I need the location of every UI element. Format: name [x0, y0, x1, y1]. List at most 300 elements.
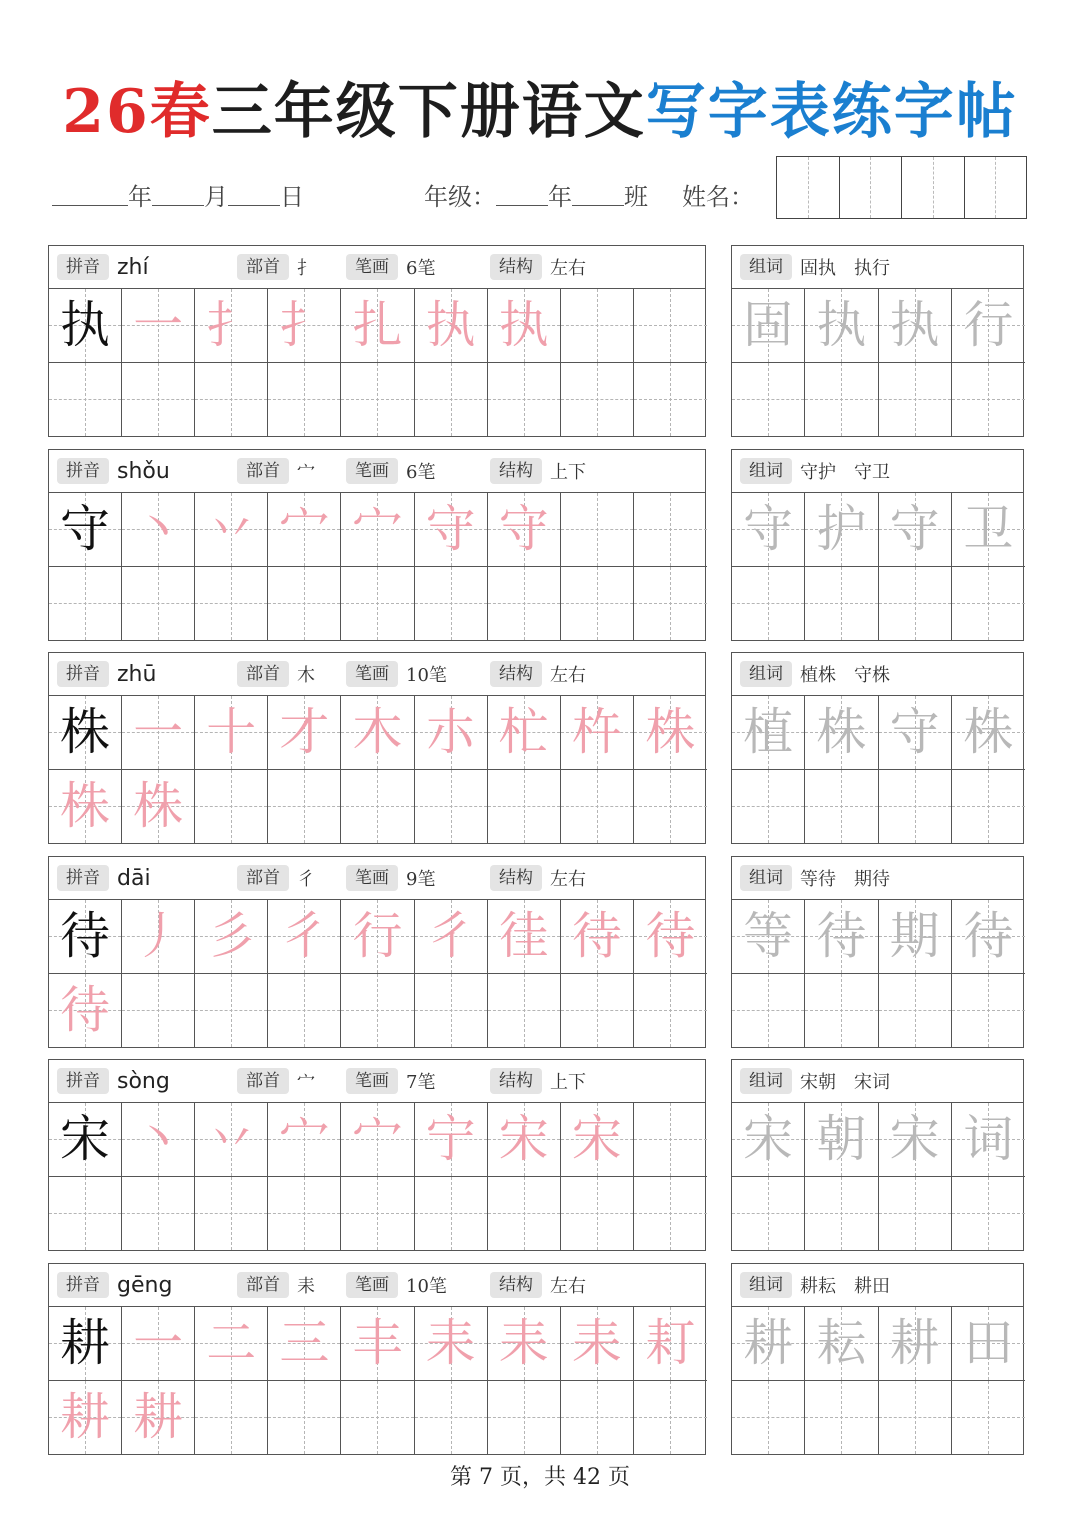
writing-cell[interactable]	[488, 1177, 561, 1251]
pinyin-field	[57, 1264, 172, 1306]
word-cell[interactable]	[732, 363, 805, 437]
stroke-order-step: 宀	[352, 1110, 403, 1169]
writing-cell[interactable]	[268, 493, 341, 567]
writing-cell[interactable]	[341, 1381, 414, 1455]
strokes-value: 9笔	[406, 869, 436, 890]
writing-cell[interactable]	[341, 289, 414, 363]
writing-cell[interactable]	[122, 1381, 195, 1455]
writing-cell[interactable]	[634, 1177, 707, 1251]
writing-cell[interactable]	[634, 770, 707, 844]
words-label: 组词	[740, 1272, 792, 1298]
writing-cell[interactable]	[634, 1103, 707, 1177]
writing-cell[interactable]	[488, 363, 561, 437]
word-cell[interactable]	[879, 1177, 952, 1251]
char-info-header	[49, 450, 705, 493]
writing-cell[interactable]	[561, 770, 634, 844]
word-cell[interactable]	[879, 1381, 952, 1455]
word-cell[interactable]	[952, 363, 1025, 437]
writing-cell[interactable]	[122, 770, 195, 844]
stroke-order-step: 耕	[60, 1388, 111, 1447]
writing-cell[interactable]	[488, 900, 561, 974]
radical-value: 扌	[297, 258, 315, 279]
writing-cell[interactable]	[268, 770, 341, 844]
stroke-order-step: 耓	[645, 1314, 696, 1373]
words-field	[740, 450, 890, 492]
word-practice-panel	[731, 1059, 1024, 1251]
writing-cell[interactable]	[341, 696, 414, 770]
writing-cell[interactable]	[488, 974, 561, 1048]
words-value: 固执 执行	[800, 258, 890, 279]
writing-cell[interactable]	[415, 567, 488, 641]
structure-value: 上下	[550, 1072, 586, 1093]
model-character: 株	[60, 703, 111, 762]
writing-cell[interactable]	[561, 493, 634, 567]
radical-label: 部首	[237, 1272, 289, 1298]
word-cell[interactable]	[805, 696, 878, 770]
writing-cell[interactable]	[122, 493, 195, 567]
radical-value: 彳	[297, 869, 315, 890]
writing-cell[interactable]	[415, 974, 488, 1048]
stroke-order-step: 执	[425, 296, 476, 355]
trace-character: 卫	[963, 500, 1014, 559]
trace-character: 宋	[889, 1110, 940, 1169]
writing-cell[interactable]	[634, 900, 707, 974]
strokes-field	[346, 450, 435, 492]
writing-cell[interactable]	[634, 289, 707, 363]
class-label: 班	[624, 182, 648, 211]
word-cell[interactable]	[952, 974, 1025, 1048]
writing-cell[interactable]	[634, 493, 707, 567]
stroke-order-step: 耕	[133, 1388, 184, 1447]
stroke-order-step: 耒	[571, 1314, 622, 1373]
name-box[interactable]	[840, 157, 903, 218]
pinyin-value: dāi	[117, 865, 151, 891]
writing-cell[interactable]	[415, 1307, 488, 1381]
writing-cell[interactable]	[341, 1103, 414, 1177]
trace-character: 期	[889, 907, 940, 966]
stroke-order-step: 耒	[425, 1314, 476, 1373]
writing-cell[interactable]	[488, 770, 561, 844]
writing-cell[interactable]	[341, 493, 414, 567]
stroke-order-step: 宋	[571, 1110, 622, 1169]
radical-field	[237, 857, 315, 899]
writing-cell[interactable]	[268, 974, 341, 1048]
word-cell[interactable]	[732, 493, 805, 567]
word-cell[interactable]	[732, 1103, 805, 1177]
writing-cell[interactable]	[268, 363, 341, 437]
word-cell[interactable]	[879, 1307, 952, 1381]
word-cell[interactable]	[805, 1307, 878, 1381]
writing-cell[interactable]	[561, 696, 634, 770]
stroke-order-step: 执	[498, 296, 549, 355]
stroke-order-step: 彳	[425, 907, 476, 966]
writing-cell[interactable]	[341, 1177, 414, 1251]
char-practice-panel	[48, 449, 706, 641]
trace-character: 耘	[816, 1314, 867, 1373]
radical-label: 部首	[237, 865, 289, 891]
writing-cell[interactable]	[268, 900, 341, 974]
trace-character: 朝	[816, 1110, 867, 1169]
trace-character: 护	[816, 500, 867, 559]
writing-cell[interactable]	[415, 770, 488, 844]
stroke-order-step: 宀	[279, 1110, 330, 1169]
word-cell[interactable]	[732, 900, 805, 974]
writing-cell[interactable]	[488, 1381, 561, 1455]
word-cell[interactable]	[732, 567, 805, 641]
writing-cell[interactable]	[634, 1381, 707, 1455]
radical-field	[237, 1264, 315, 1306]
writing-cell[interactable]	[561, 1307, 634, 1381]
writing-cell[interactable]	[122, 1103, 195, 1177]
writing-cell[interactable]	[488, 1307, 561, 1381]
trace-character: 待	[963, 907, 1014, 966]
stroke-order-step: 十	[206, 703, 257, 762]
stroke-order-step: 丷	[206, 500, 257, 559]
word-cell[interactable]	[879, 363, 952, 437]
word-cell[interactable]	[805, 1103, 878, 1177]
writing-cell[interactable]	[49, 289, 122, 363]
writing-cell[interactable]	[561, 900, 634, 974]
stroke-order-step: 扌	[206, 296, 257, 355]
writing-cell[interactable]	[415, 900, 488, 974]
strokes-label: 笔画	[346, 1272, 398, 1298]
writing-cell[interactable]	[122, 363, 195, 437]
word-cell[interactable]	[805, 1381, 878, 1455]
words-label: 组词	[740, 661, 792, 687]
word-cell[interactable]	[952, 567, 1025, 641]
day-label: 日	[280, 182, 304, 211]
writing-cell[interactable]	[488, 696, 561, 770]
strokes-value: 10笔	[406, 1276, 447, 1297]
writing-cell[interactable]	[268, 289, 341, 363]
word-cell[interactable]	[805, 493, 878, 567]
word-cell[interactable]	[952, 1177, 1025, 1251]
trace-character: 等	[743, 907, 794, 966]
strokes-field	[346, 653, 447, 695]
word-cell[interactable]	[952, 1103, 1025, 1177]
writing-cell[interactable]	[488, 493, 561, 567]
writing-cell[interactable]	[122, 1177, 195, 1251]
strokes-label: 笔画	[346, 661, 398, 687]
radical-value: 宀	[297, 1072, 315, 1093]
word-cell[interactable]	[879, 696, 952, 770]
trace-character: 守	[889, 500, 940, 559]
trace-character: 株	[963, 703, 1014, 762]
stroke-order-step: 守	[425, 500, 476, 559]
pinyin-field	[57, 857, 151, 899]
writing-cell[interactable]	[341, 770, 414, 844]
word-cell[interactable]	[879, 567, 952, 641]
title-part1: 26春	[62, 77, 212, 147]
word-cell[interactable]	[732, 974, 805, 1048]
structure-value: 左右	[550, 665, 586, 686]
words-value: 耕耘 耕田	[800, 1276, 890, 1297]
writing-cell[interactable]	[122, 289, 195, 363]
stroke-order-step: 才	[279, 703, 330, 762]
writing-cell[interactable]	[195, 1103, 268, 1177]
pinyin-value: sòng	[117, 1068, 170, 1094]
name-box[interactable]	[965, 157, 1027, 218]
char-practice-panel	[48, 856, 706, 1048]
word-cell[interactable]	[952, 770, 1025, 844]
char-practice-panel	[48, 1263, 706, 1455]
char-info-header	[49, 1060, 705, 1103]
structure-label: 结构	[490, 661, 542, 687]
stroke-order-step: 宀	[279, 500, 330, 559]
writing-cell[interactable]	[195, 900, 268, 974]
year-blank[interactable]	[52, 183, 128, 206]
structure-value: 左右	[550, 1276, 586, 1297]
writing-cell[interactable]	[195, 289, 268, 363]
trace-character: 行	[963, 296, 1014, 355]
info-line	[52, 178, 754, 210]
writing-cell[interactable]	[634, 1307, 707, 1381]
word-cell[interactable]	[732, 289, 805, 363]
words-field	[740, 857, 890, 899]
writing-cell[interactable]	[195, 567, 268, 641]
writing-cell[interactable]	[415, 1381, 488, 1455]
writing-cell[interactable]	[49, 363, 122, 437]
writing-cell[interactable]	[488, 1103, 561, 1177]
name-box[interactable]	[902, 157, 965, 218]
words-value: 植株 守株	[800, 665, 890, 686]
grade-label: 年级：	[424, 182, 496, 211]
writing-cell[interactable]	[561, 289, 634, 363]
writing-cell[interactable]	[341, 974, 414, 1048]
word-cell[interactable]	[805, 770, 878, 844]
stroke-order-step: 一	[133, 1314, 184, 1373]
grade-blank[interactable]	[496, 183, 548, 206]
writing-cell[interactable]	[341, 363, 414, 437]
writing-cell[interactable]	[561, 567, 634, 641]
writing-cell[interactable]	[268, 1381, 341, 1455]
name-box[interactable]	[777, 157, 840, 218]
word-cell[interactable]	[952, 900, 1025, 974]
page-footer: 第 7 页，共 42 页	[450, 1465, 630, 1490]
words-header	[732, 857, 1023, 900]
writing-cell[interactable]	[268, 1307, 341, 1381]
day-blank[interactable]	[228, 183, 280, 206]
writing-cell[interactable]	[122, 974, 195, 1048]
writing-cell[interactable]	[341, 1307, 414, 1381]
pinyin-label: 拼音	[57, 1068, 109, 1094]
word-cell[interactable]	[952, 696, 1025, 770]
word-cell[interactable]	[805, 289, 878, 363]
writing-cell[interactable]	[634, 974, 707, 1048]
writing-cell[interactable]	[195, 1307, 268, 1381]
writing-cell[interactable]	[341, 567, 414, 641]
char-info-header	[49, 857, 705, 900]
stroke-order-step: 三	[279, 1314, 330, 1373]
word-cell[interactable]	[952, 493, 1025, 567]
word-cell[interactable]	[879, 974, 952, 1048]
writing-cell[interactable]	[634, 567, 707, 641]
trace-character: 守	[889, 703, 940, 762]
word-cell[interactable]	[879, 1103, 952, 1177]
radical-field	[237, 450, 315, 492]
writing-cell[interactable]	[268, 567, 341, 641]
trace-character: 守	[743, 500, 794, 559]
stroke-order-step: 株	[60, 777, 111, 836]
stroke-order-step: 杧	[498, 703, 549, 762]
word-cell[interactable]	[805, 974, 878, 1048]
word-practice-panel	[731, 449, 1024, 641]
char-practice-panel	[48, 1059, 706, 1251]
trace-character: 植	[743, 703, 794, 762]
writing-cell[interactable]	[488, 567, 561, 641]
writing-cell[interactable]	[49, 900, 122, 974]
pinyin-label: 拼音	[57, 254, 109, 280]
writing-cell[interactable]	[49, 974, 122, 1048]
writing-cell[interactable]	[561, 1103, 634, 1177]
name-boxes[interactable]	[776, 156, 1027, 219]
writing-cell[interactable]	[415, 696, 488, 770]
structure-label: 结构	[490, 1068, 542, 1094]
word-cell[interactable]	[879, 289, 952, 363]
word-cell[interactable]	[879, 493, 952, 567]
writing-cell[interactable]	[49, 1103, 122, 1177]
structure-field	[490, 1264, 586, 1306]
pinyin-label: 拼音	[57, 1272, 109, 1298]
words-value: 等待 期待	[800, 869, 890, 890]
word-cell[interactable]	[732, 770, 805, 844]
stroke-order-step: 扌	[279, 296, 330, 355]
model-character: 待	[60, 907, 111, 966]
word-cell[interactable]	[879, 900, 952, 974]
stroke-order-step: 丷	[206, 1110, 257, 1169]
writing-cell[interactable]	[195, 1177, 268, 1251]
strokes-field	[346, 1264, 447, 1306]
word-cell[interactable]	[732, 1307, 805, 1381]
stroke-order-step: 徍	[498, 907, 549, 966]
writing-cell[interactable]	[49, 770, 122, 844]
word-cell[interactable]	[952, 1307, 1025, 1381]
char-info-header	[49, 246, 705, 289]
trace-character: 耕	[889, 1314, 940, 1373]
trace-character: 耕	[743, 1314, 794, 1373]
stroke-order-step: 待	[645, 907, 696, 966]
pinyin-field	[57, 246, 149, 288]
writing-cell[interactable]	[415, 493, 488, 567]
pinyin-value: zhí	[117, 254, 149, 280]
radical-label: 部首	[237, 661, 289, 687]
radical-label: 部首	[237, 254, 289, 280]
trace-character: 固	[743, 296, 794, 355]
word-cell[interactable]	[732, 1381, 805, 1455]
word-cell[interactable]	[879, 770, 952, 844]
structure-label: 结构	[490, 865, 542, 891]
word-cell[interactable]	[732, 696, 805, 770]
stroke-order-step: 彡	[206, 907, 257, 966]
writing-cell[interactable]	[561, 974, 634, 1048]
writing-cell[interactable]	[415, 363, 488, 437]
radical-value: 耒	[297, 1276, 315, 1297]
writing-cell[interactable]	[122, 696, 195, 770]
writing-cell[interactable]	[195, 696, 268, 770]
pinyin-value: gēng	[117, 1272, 173, 1298]
writing-cell[interactable]	[415, 289, 488, 363]
model-character: 耕	[60, 1314, 111, 1373]
month-blank[interactable]	[152, 183, 204, 206]
writing-cell[interactable]	[122, 1307, 195, 1381]
stroke-order-step: 株	[133, 777, 184, 836]
stroke-order-step: 宀	[352, 500, 403, 559]
writing-cell[interactable]	[195, 493, 268, 567]
writing-cell[interactable]	[195, 974, 268, 1048]
char-info-header	[49, 1264, 705, 1307]
word-cell[interactable]	[952, 1381, 1025, 1455]
strokes-value: 7笔	[406, 1072, 436, 1093]
structure-field	[490, 1060, 586, 1102]
writing-cell[interactable]	[268, 696, 341, 770]
words-field	[740, 653, 890, 695]
writing-cell[interactable]	[195, 363, 268, 437]
writing-cell[interactable]	[49, 1381, 122, 1455]
strokes-value: 10笔	[406, 665, 447, 686]
writing-cell[interactable]	[488, 289, 561, 363]
strokes-value: 6笔	[406, 258, 436, 279]
stroke-order-step: 株	[645, 703, 696, 762]
word-cell[interactable]	[732, 1177, 805, 1251]
writing-cell[interactable]	[561, 363, 634, 437]
word-cell[interactable]	[952, 289, 1025, 363]
writing-cell[interactable]	[49, 1307, 122, 1381]
writing-cell[interactable]	[268, 1103, 341, 1177]
writing-cell[interactable]	[268, 1177, 341, 1251]
word-cell[interactable]	[805, 363, 878, 437]
title-part2: 三年级下册语文	[211, 77, 646, 147]
writing-cell[interactable]	[49, 493, 122, 567]
words-header	[732, 653, 1023, 696]
words-field	[740, 246, 890, 288]
pinyin-value: zhū	[117, 661, 157, 687]
radical-field	[237, 246, 315, 288]
writing-cell[interactable]	[634, 363, 707, 437]
writing-cell[interactable]	[341, 900, 414, 974]
model-character: 守	[60, 500, 111, 559]
words-label: 组词	[740, 458, 792, 484]
writing-cell[interactable]	[415, 1103, 488, 1177]
writing-cell[interactable]	[561, 1177, 634, 1251]
writing-cell[interactable]	[195, 1381, 268, 1455]
writing-cell[interactable]	[122, 900, 195, 974]
writing-cell[interactable]	[561, 1381, 634, 1455]
pinyin-label: 拼音	[57, 458, 109, 484]
writing-cell[interactable]	[49, 1177, 122, 1251]
pinyin-field	[57, 450, 170, 492]
char-practice-panel	[48, 245, 706, 437]
word-practice-panel	[731, 245, 1024, 437]
radical-value: 木	[297, 665, 315, 686]
word-cell[interactable]	[805, 567, 878, 641]
model-character: 宋	[60, 1110, 111, 1169]
writing-cell[interactable]	[49, 696, 122, 770]
stroke-order-step: 扎	[352, 296, 403, 355]
writing-cell[interactable]	[634, 696, 707, 770]
writing-cell[interactable]	[195, 770, 268, 844]
words-label: 组词	[740, 865, 792, 891]
writing-cell[interactable]	[49, 567, 122, 641]
char-practice-panel	[48, 652, 706, 844]
strokes-field	[346, 1060, 435, 1102]
stroke-order-step: 待	[571, 907, 622, 966]
writing-cell[interactable]	[122, 567, 195, 641]
writing-cell[interactable]	[415, 1177, 488, 1251]
word-cell[interactable]	[805, 900, 878, 974]
class-blank[interactable]	[572, 183, 624, 206]
trace-character: 执	[816, 296, 867, 355]
word-cell[interactable]	[805, 1177, 878, 1251]
